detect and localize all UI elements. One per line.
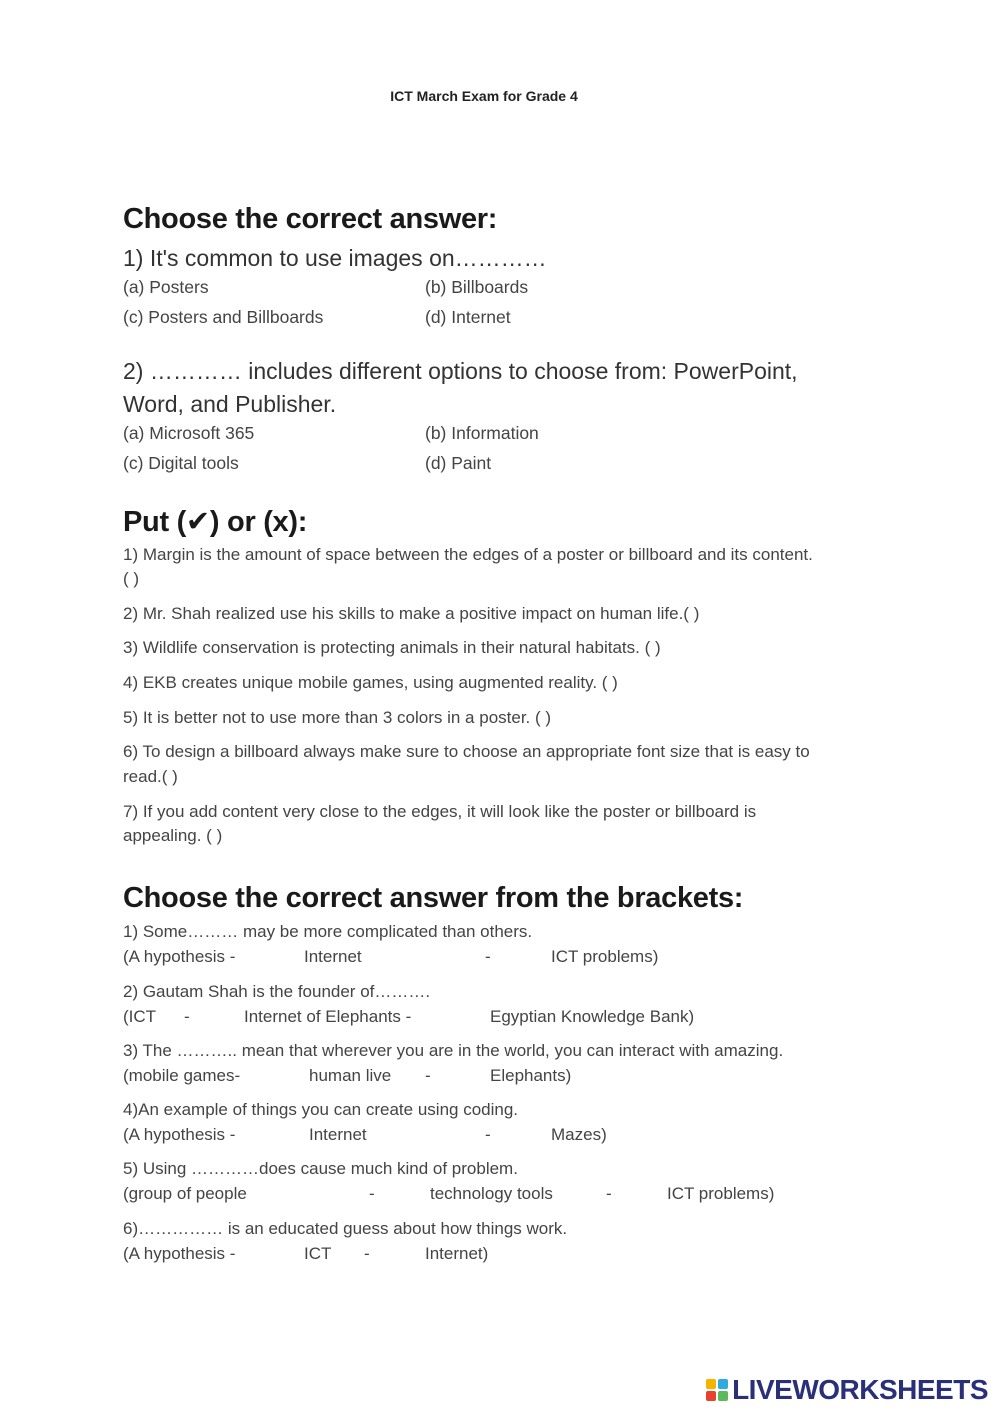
section-heading-true-false: Put (✔) or (x): (123, 506, 308, 538)
tf-1-answer-slot[interactable]: ( ) (123, 569, 140, 588)
bracket-5-option[interactable]: ICT problems) (667, 1184, 775, 1203)
bracket-1-question: 1) Some……… may be more complicated than others. (123, 922, 533, 941)
tf-7-answer-slot[interactable]: appealing. ( ) (123, 826, 223, 845)
bracket-4-question: 4)An example of things you can create using coding. (123, 1100, 519, 1119)
bracket-6-separator: - (364, 1244, 370, 1263)
bracket-5-separator: - (369, 1184, 375, 1203)
bracket-2-separator: - (184, 1007, 190, 1026)
bracket-3-question: 3) The ……….. mean that wherever you are in the world, you can interact with amazing. (123, 1041, 784, 1060)
section-heading-brackets: Choose the correct answer from the brackets: (123, 882, 744, 914)
bracket-4-option[interactable]: Internet (309, 1125, 367, 1144)
mcq-1-option-a[interactable]: (a) Posters (123, 277, 209, 297)
mcq-1-option-c[interactable]: (c) Posters and Billboards (123, 307, 324, 327)
bracket-6-option[interactable]: Internet) (425, 1244, 489, 1263)
tf-6-statement: 6) To design a billboard always make sure to choose an appropriate font size that is easy to (123, 742, 810, 761)
liveworksheets-logo-icon (706, 1379, 728, 1401)
bracket-2-option[interactable]: Egyptian Knowledge Bank) (490, 1007, 695, 1026)
bracket-4-option[interactable]: (A hypothesis - (123, 1125, 236, 1144)
mcq-1-option-b[interactable]: (b) Billboards (425, 277, 529, 297)
bracket-6-option[interactable]: ICT (304, 1244, 332, 1263)
tf-6-answer-slot[interactable]: read.( ) (123, 767, 178, 786)
bracket-5-separator: - (606, 1184, 612, 1203)
mcq-2-option-a[interactable]: (a) Microsoft 365 (123, 423, 255, 443)
tf-7-statement: 7) If you add content very close to the edges, it will look like the poster or billboard is (123, 802, 757, 821)
bracket-5-option[interactable]: technology tools (430, 1184, 553, 1203)
mcq-2-option-c[interactable]: (c) Digital tools (123, 453, 239, 473)
mcq-2-question-line1: 2) ………… includes different options to choose from: PowerPoint, (123, 358, 798, 384)
bracket-1-option[interactable]: Internet (304, 947, 362, 966)
bracket-1-option[interactable]: (A hypothesis - (123, 947, 236, 966)
bracket-1-separator: - (485, 947, 491, 966)
bracket-1-option[interactable]: ICT problems) (551, 947, 659, 966)
mcq-1-question: 1) It's common to use images on………… (123, 245, 547, 271)
mcq-2-option-b[interactable]: (b) Information (425, 423, 539, 443)
bracket-3-separator: - (425, 1066, 431, 1085)
mcq-2-option-d[interactable]: (d) Paint (425, 453, 492, 473)
bracket-6-question: 6)…………… is an educated guess about how things work. (123, 1219, 568, 1238)
mcq-1-option-d[interactable]: (d) Internet (425, 307, 511, 327)
bracket-2-option[interactable]: (ICT (123, 1007, 157, 1026)
bracket-4-separator: - (485, 1125, 491, 1144)
tf-5-statement[interactable]: 5) It is better not to use more than 3 colors in a poster. ( ) (123, 708, 552, 727)
liveworksheets-logo-text: LIVEWORKSHEETS (732, 1374, 988, 1405)
bracket-5-question: 5) Using …………does cause much kind of problem. (123, 1159, 518, 1178)
bracket-3-option[interactable]: Elephants) (490, 1066, 572, 1085)
bracket-3-option[interactable]: (mobile games- (123, 1066, 241, 1085)
document-title: ICT March Exam for Grade 4 (390, 88, 578, 104)
section-heading-choose: Choose the correct answer: (123, 203, 498, 235)
tf-1-statement: 1) Margin is the amount of space between the edges of a poster or billboard and its content. (123, 545, 813, 564)
bracket-6-option[interactable]: (A hypothesis - (123, 1244, 236, 1263)
tf-3-statement[interactable]: 3) Wildlife conservation is protecting animals in their natural habitats. ( ) (123, 638, 661, 657)
mcq-2-question-line2: Word, and Publisher. (123, 391, 337, 417)
tf-4-statement[interactable]: 4) EKB creates unique mobile games, using augmented reality. ( ) (123, 673, 618, 692)
tf-2-statement[interactable]: 2) Mr. Shah realized use his skills to make a positive impact on human life.( ) (123, 604, 700, 623)
bracket-4-option[interactable]: Mazes) (551, 1125, 607, 1144)
bracket-5-option[interactable]: (group of people (123, 1184, 247, 1203)
bracket-2-option[interactable]: Internet of Elephants - (244, 1007, 412, 1026)
bracket-3-option[interactable]: human live (309, 1066, 392, 1085)
liveworksheets-logo (706, 1374, 988, 1406)
bracket-2-question: 2) Gautam Shah is the founder of………. (123, 982, 431, 1001)
